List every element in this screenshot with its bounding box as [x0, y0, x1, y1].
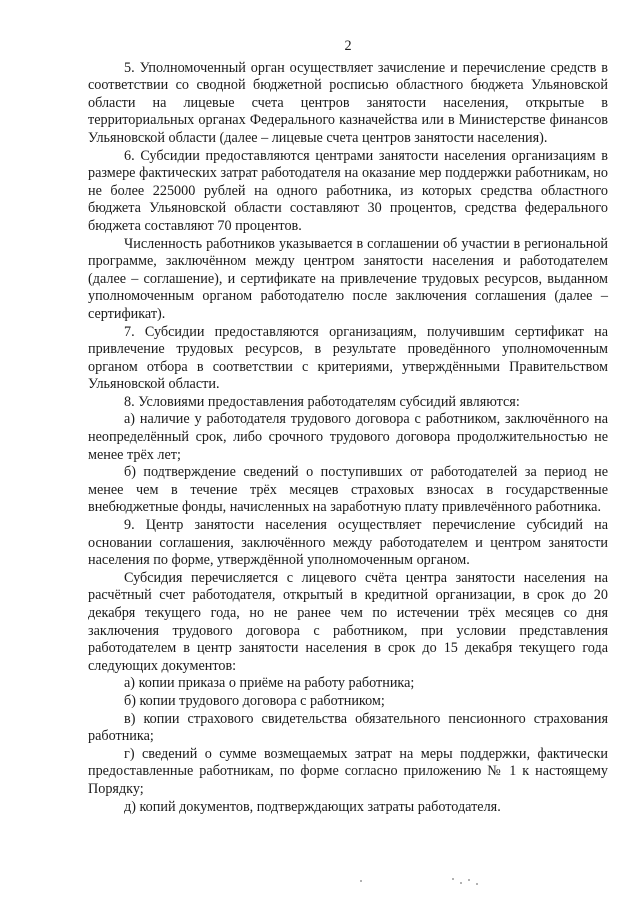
- scan-speck: [476, 883, 478, 885]
- paragraph-6: 6. Субсидии предоставляются центрами занятости населения организациям в размере фактических затрат работодателя на оказание мер поддержки работникам, но не более 225000 рублей на одного работника, из которых средства областного бюджета Ульяновской области составляют 30 процентов, средства федерального бюджета составляют 70 процентов.: [88, 147, 608, 234]
- paragraph-9: 9. Центр занятости населения осуществляет перечисление субсидий на основании соглашения, заключённого между работодателем и центром занятости населения по форме, утверждённой уполномоченным органом.: [88, 517, 608, 569]
- paragraph-8: 8. Условиями предоставления работодателям субсидий являются:: [124, 393, 520, 410]
- scan-speck: [360, 880, 362, 882]
- list-item-b: б) копии трудового договора с работником;: [124, 692, 385, 709]
- document-page: [88, 38, 608, 816]
- scan-speck: [468, 879, 470, 881]
- paragraph-workers-count: Численность работников указывается в соглашении об участии в региональной программе, заключённом между центром занятости населения и работодателем (далее – соглашение), и сертификате на привлечение трудовых ресурсов, выданном уполномоченным органом работодателю после заключения соглашения (далее – сертификат).: [88, 235, 608, 322]
- list-item-d: д) копий документов, подтверждающих затраты работодателя.: [124, 798, 501, 815]
- paragraph-subsidy-transfer: Субсидия перечисляется с лицевого счёта центра занятости населения на расчётный счет работодателя, открытый в кредитной организации, в срок до 20 декабря текущего года, но не ранее чем по истечении трёх месяцев со дня заключения трудового договора с работником, при условии представления работодателем в центр занятости населения в срок до 15 декабря текущего года следующих документов:: [88, 569, 608, 674]
- paragraph-8a: а) наличие у работодателя трудового договора с работником, заключённого на неопределённый срок, либо срочного трудового договора продолжительностью не менее трёх лет;: [88, 411, 608, 463]
- paragraph-5: 5. Уполномоченный орган осуществляет зачисление и перечисление средств в соответствии со сводной бюджетной росписью областного бюджета Ульяновской области на лицевые счета центров занятости населения, открытые в территориальных органах Федерального казначейства или в Министерстве финансов Ульяновской области (далее – лицевые счета центров занятости населения).: [88, 59, 608, 146]
- scan-specks: [360, 876, 500, 886]
- list-item-a: а) копии приказа о приёме на работу работника;: [124, 675, 415, 692]
- scan-speck: [452, 878, 454, 880]
- scan-speck: [460, 882, 462, 884]
- page-number: 2: [344, 38, 352, 54]
- list-item-g: г) сведений о сумме возмещаемых затрат на меры поддержки, фактически предоставленные работникам, по форме согласно приложению № 1 к настоящему Порядку;: [88, 745, 608, 797]
- paragraph-7: 7. Субсидии предоставляются организациям, получившим сертификат на привлечение трудовых ресурсов, в результате проведённого уполномоченным органом отбора в соответствии с критериями, утверждёнными Правительством Ульяновской области.: [88, 323, 608, 393]
- paragraph-8b: б) подтверждение сведений о поступивших от работодателей за период не менее чем в течение трёх месяцев страховых взносах в государственные внебюджетные фонды, начисленных на заработную плату привлечённого работника.: [88, 464, 608, 516]
- list-item-v: в) копии страхового свидетельства обязательного пенсионного страхования работника;: [88, 710, 608, 745]
